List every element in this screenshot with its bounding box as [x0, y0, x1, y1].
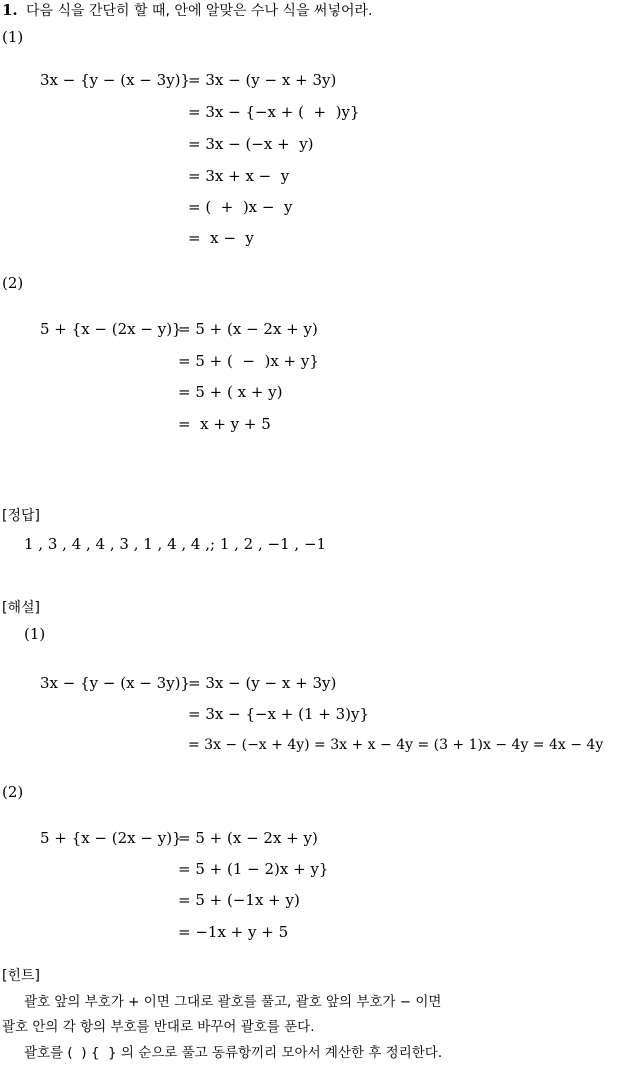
explanation-part2-line: = 5 + (x − 2x + y)	[178, 829, 318, 847]
problem-number: 1.	[2, 1, 18, 19]
part2-lhs: 5 + {x − (2x − y)}	[40, 320, 182, 338]
part2-line: = 5 + (x − 2x + y)	[178, 320, 318, 338]
explanation-part2-line: = 5 + (−1x + y)	[178, 891, 300, 909]
explanation-part2-label: (2)	[2, 783, 24, 801]
hint-line: 괄호 안의 각 항의 부호를 반대로 바꾸어 괄호를 푼다.	[2, 1019, 315, 1035]
explanation-part2-lhs: 5 + {x − (2x − y)}	[40, 829, 182, 847]
explanation-part1-line: = 3x − (y − x + 3y)	[188, 674, 337, 692]
part1-line: = 3x − {−x + ( + )y}	[188, 103, 360, 121]
explanation-part1-label: (1)	[24, 625, 46, 643]
hint-line: 괄호 앞의 부호가 + 이면 그대로 괄호를 풀고, 괄호 앞의 부호가 − 이면	[24, 994, 442, 1010]
hint-line: 괄호를 ( ) { } 의 순으로 풀고 동류항끼리 모아서 계산한 후 정리한다.	[24, 1045, 443, 1061]
explanation-part1-line: = 3x − {−x + (1 + 3)y}	[188, 705, 370, 723]
explanation-part2-line: = 5 + (1 − 2)x + y}	[178, 860, 329, 878]
part2-line: = 5 + ( x + y)	[178, 383, 283, 401]
part2-label: (2)	[2, 274, 24, 292]
part1-line: = 3x − (y − x + 3y)	[188, 71, 337, 89]
answer-heading: [정답]	[2, 508, 40, 524]
part2-line: = 5 + ( − )x + y}	[178, 352, 319, 370]
part1-line: = ( + )x − y	[188, 198, 293, 216]
part1-label: (1)	[2, 28, 24, 46]
part1-lhs: 3x − {y − (x − 3y)}	[40, 71, 191, 89]
part1-line: = 3x + x − y	[188, 167, 290, 185]
hint-heading: [힌트]	[2, 968, 40, 984]
answer-text: 1 , 3 , 4 , 4 , 3 , 1 , 4 , 4 ,; 1 , 2 , −1 , −1	[24, 535, 327, 553]
explanation-part1-lhs: 3x − {y − (x − 3y)}	[40, 674, 191, 692]
problem-instruction: 다음 식을 간단히 할 때, 안에 알맞은 수나 식을 써넣어라.	[26, 3, 373, 19]
explanation-part1-line: = 3x − (−x + 4y) = 3x + x − 4y = (3 + 1)x − 4y = 4x − 4y	[188, 737, 604, 753]
explanation-heading: [해설]	[2, 600, 40, 616]
part1-line: = 3x − (−x + y)	[188, 135, 314, 153]
part2-line: = x + y + 5	[178, 415, 271, 433]
explanation-part2-line: = −1x + y + 5	[178, 923, 289, 941]
part1-line: = x − y	[188, 229, 254, 247]
